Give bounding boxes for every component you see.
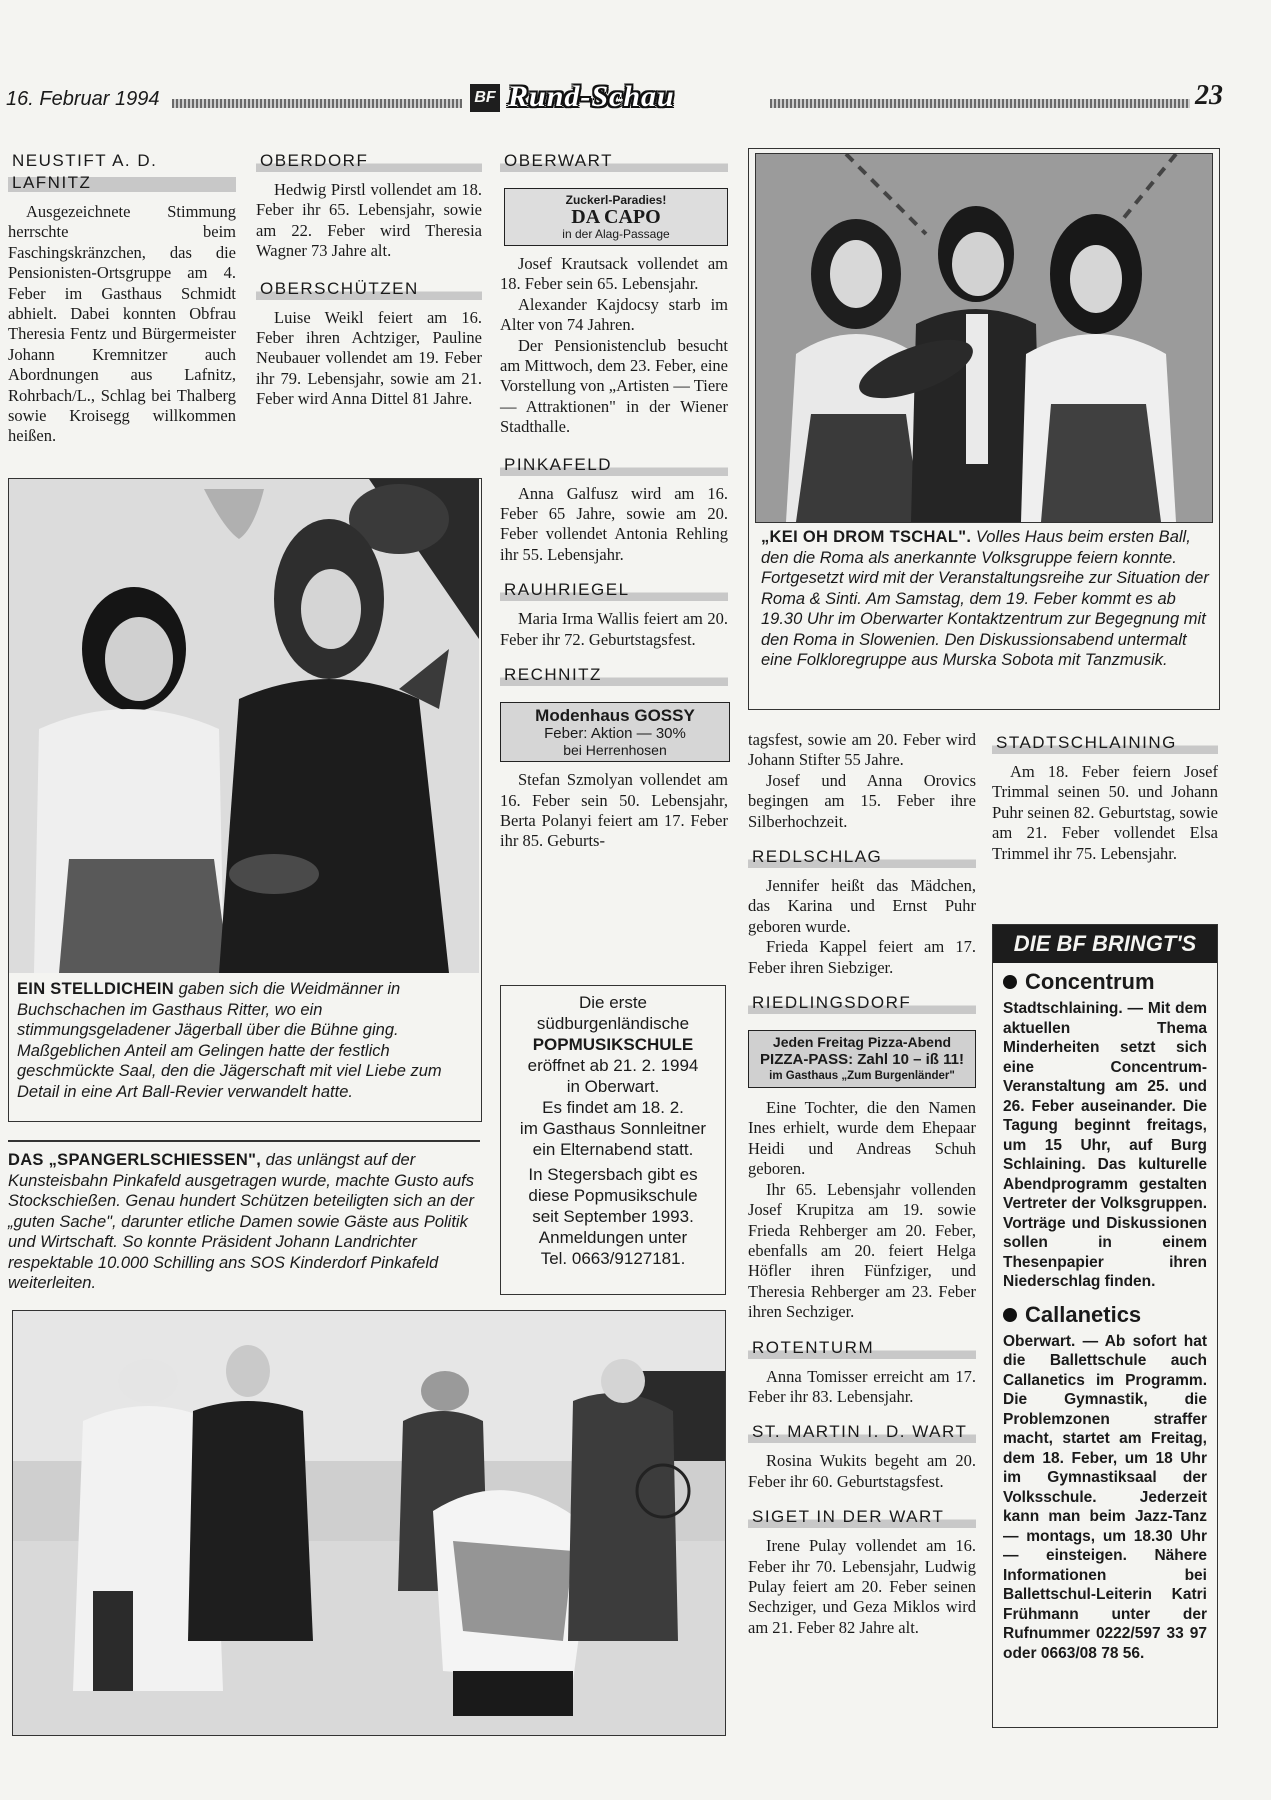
header-rule-left: [172, 99, 462, 108]
caption-lead: DAS „SPANGERLSCHIESSEN",: [8, 1151, 262, 1169]
section-title: OBERDORF: [256, 148, 482, 174]
ad-line: In Stegersbach gibt es: [528, 1165, 698, 1184]
stelldichein-caption: [17, 979, 473, 1102]
ad-line: DA CAPO: [571, 206, 661, 228]
caption-lead: „KEI OH DROM TSCHAL".: [761, 528, 972, 546]
section-title-redlschlag: REDLSCHLAG: [748, 844, 976, 870]
section-title-rechnitz: RECHNITZ: [500, 662, 728, 688]
article-text: Eine Tochter, die den Namen Ines erhielt, wurde dem Ehepaar Heidi und Andreas Schuh geboren.: [748, 1098, 976, 1179]
ad-line: PIZZA-PASS: Zahl 10 – iß 11!: [760, 1051, 964, 1069]
section-title: NEUSTIFT A. D. LAFNITZ: [8, 148, 236, 196]
article-text: Alexander Kajdocsy starb im Alter von 74 Jahren.: [500, 294, 728, 335]
ad-line: im Gasthaus Sonnleitner: [519, 1119, 707, 1138]
heading-text: Callanetics: [1025, 1301, 1142, 1327]
ad-line: in der Alag-Passage: [562, 227, 670, 241]
bullet-icon: [1003, 975, 1017, 989]
section-title: OBERWART: [500, 148, 728, 174]
box-title: DIE BF BRINGT'S: [993, 925, 1217, 963]
caption-text: das unlängst auf der Kunsteisbahn Pinkafeld ausgetragen wurde, machte Gusto aufs Stockschießen. Genau hundert Schützen beteiligten sich an der „guten Sache", darunter etliche Damen sowie Gäste aus Politik und Wirtschaft. So konnte Präsident Johann Landrichter respektable 10.000 Schilling ans SOS Kinderdorf Pinkafeld weiterleiten.: [8, 1151, 474, 1292]
article-text: Maria Irma Wallis feiert am 20. Feber ihr 72. Geburtstagsfest.: [500, 609, 728, 649]
article-text: Hedwig Pirstl vollendet am 18. Feber ihr 65. Lebensjahr, sowie am 22. Feber wird Theresia Wagner 73 Jahre alt.: [256, 180, 482, 261]
ad-line: Zuckerl-Paradies!: [565, 193, 667, 207]
section-neustift: [8, 148, 236, 447]
caption-lead: EIN STELLDICHEIN: [17, 980, 174, 998]
article-text: Rosina Wukits begeht am 20. Feber ihr 60. Geburtstagsfest.: [748, 1451, 976, 1491]
bf-bringts-box: [992, 924, 1218, 1728]
dacapo-ad: [504, 188, 728, 246]
section-title-oberschuetzen: OBERSCHÜTZEN: [256, 276, 482, 302]
issue-date: 16. Februar 1994: [6, 88, 160, 110]
gossy-ad: [500, 702, 730, 762]
spangerl-caption-block: [8, 1140, 480, 1294]
ad-line: POPMUSIKSCHULE: [532, 1035, 694, 1054]
spangerl-caption: [8, 1150, 480, 1294]
ad-line: im Gasthaus „Zum Burgenländer": [769, 1070, 955, 1083]
article-text: Ihr 65. Lebensjahr vollenden Josef Krupitza am 19. sowie Frieda Rehberger am 20. Feber, ebenfalls am 20. feiert Helga Höfler ihren Fünfziger, und Theresia Rehberger am 23. Feber ihren Sechziger.: [748, 1179, 976, 1322]
article-text: Jennifer heißt das Mädchen, das Karina und Ernst Puhr geboren wurde.: [748, 876, 976, 936]
article-text: Am 18. Feber feiern Josef Trimmal seinen 50. und Johann Puhr seinen 82. Geburtstag, sowie am 21. Feber vollendet Elsa Trimmel ihr 75. Lebensjahr.: [992, 762, 1218, 863]
article-text: tagsfest, sowie am 20. Feber wird Johann Stifter 55 Jahre.: [748, 730, 976, 770]
bf-logo: BF: [470, 84, 500, 112]
ad-line: Anmeldungen unter: [538, 1228, 688, 1247]
spangerl-photo-image: [13, 1311, 725, 1735]
article-text: Frieda Kappel feiert am 17. Feber ihren Siebziger.: [748, 937, 976, 977]
stelldichein-photo-block: [8, 478, 482, 1122]
concentrum-heading: [1003, 969, 1207, 995]
article-text: Anna Tomisser erreicht am 17. Feber ihr 83. Lebensjahr.: [748, 1366, 976, 1406]
concentrum-text: Stadtschlaining. — Mit dem aktuellen Thema Minderheiten setzt sich eine Concentrum-Veranstaltung am 25. und 26. Feber auseinander. Die Tagung beginnt freitags, um 15 Uhr, auf Burg Schlaining. Das kulturelle Abendprogramm gestalten Vertreter der Volksgruppen. Vorträge und Diskussionen sollen in einem Thesenpapier ihren Niederschlag finden.: [1003, 1000, 1207, 1290]
heading-text: Concentrum: [1025, 969, 1155, 994]
roma-ball-photo: [755, 153, 1213, 523]
ad-line: Es findet am 18. 2.: [542, 1098, 684, 1117]
roma-photo-block: [748, 148, 1220, 710]
caption-text: gaben sich die Weidmänner in Buchschachen im Gasthaus Ritter, wo ein stimmungsgeladener Jägerball über die Bühne ging. Maßgeblichen Anteil am Gelingen hatte der festlich geschmückte Saal, den die Jägerschaft mit viel Liebe zum Detail in eine Art Ball-Revier verwandelt hatte.: [17, 980, 442, 1101]
ad-line: bei Herrenhosen: [563, 742, 667, 759]
article-text: Stefan Szmolyan vollendet am 16. Feber sein 50. Lebensjahr, Berta Polanyi feiert am 17. Feber ihr 85. Geburts-: [500, 770, 728, 851]
section-title-rauhriegel: RAUHRIEGEL: [500, 577, 728, 603]
ad-line: Die erste: [578, 993, 648, 1012]
page-number: 23: [1195, 80, 1223, 111]
article-text: Josef und Anna Orovics begingen am 15. Feber ihre Silberhochzeit.: [748, 770, 976, 831]
section-stadtschlaining: [992, 730, 1218, 864]
column-four: [748, 730, 976, 1638]
popmusikschule-ad: [500, 985, 726, 1295]
callanetics-heading: [1003, 1302, 1207, 1328]
roma-caption: [761, 527, 1209, 671]
roma-photo-image: [756, 154, 1212, 522]
jaegerball-photo-image: [9, 479, 479, 973]
article-text: Der Pensionistenclub besucht am Mittwoch, dem 23. Feber, eine Vorstellung von „Artisten — Tiere — Attraktionen" in der Wiener Stadthalle.: [500, 335, 728, 437]
ad-line: eröffnet ab 21. 2. 1994: [527, 1056, 699, 1075]
ad-line: in Oberwart.: [566, 1077, 660, 1096]
ad-line: südburgenländische: [536, 1014, 690, 1033]
bullet-icon: [1003, 1308, 1017, 1322]
section-title-st-martin: ST. MARTIN I. D. WART: [748, 1419, 976, 1445]
section-title-riedlingsdorf: RIEDLINGSDORF: [748, 990, 976, 1016]
section-title-siget: SIGET IN DER WART: [748, 1504, 976, 1530]
ad-line: seit September 1993.: [532, 1207, 694, 1226]
article-text: Josef Krautsack vollendet am 18. Feber sein 65. Lebensjahr.: [500, 254, 728, 294]
ad-line: diese Popmusikschule: [528, 1186, 698, 1205]
article-text: Ausgezeichnete Stimmung herrschte beim Faschingskränzchen, das die Pensionisten-Ortsgruppe am 4. Feber im Gasthaus Schmidt abhielt. Dabei konnten Obfrau Theresia Fentz und Bürgermeister Johann Kremnitzer auch Abordnungen aus Lafnitz, Rohrbach/L., Schlag bei Thalberg sowie Kroisegg willkommen heißen.: [8, 202, 236, 446]
pizza-ad: [748, 1030, 976, 1088]
ad-line: Feber: Aktion — 30%: [544, 725, 686, 743]
masthead-title: Rund-Schau: [508, 80, 675, 113]
ad-line: Jeden Freitag Pizza-Abend: [772, 1034, 952, 1051]
section-oberdorf: [256, 148, 482, 410]
jaegerball-photo: [9, 479, 479, 973]
header-rule-right: [770, 99, 1190, 108]
caption-text: Volles Haus beim ersten Ball, den die Roma als anerkannte Volksgruppe feiern konnte. Fortgesetzt wird mit der Veranstaltungsreihe zur Situation der Roma & Sinti. Am Samstag, dem 19. Feber kommt es ab 19.30 Uhr im Oberwarter Kontaktzentrum zur Begegnung mit den Roma in Slowenien. Den Diskussionsabend untermalt eine Folkloregruppe aus Murska Sobota mit Tanzmusik.: [761, 528, 1209, 669]
section-title: STADTSCHLAINING: [992, 730, 1218, 756]
section-oberwart: [500, 148, 728, 852]
section-title-pinkafeld: PINKAFELD: [500, 452, 728, 478]
article-text: Anna Galfusz wird am 16. Feber 65 Jahre, sowie am 20. Feber vollendet Antonia Rehling ihr 55. Lebensjahr.: [500, 483, 728, 564]
ad-line: Tel. 0663/9127181.: [540, 1249, 686, 1268]
article-text: Irene Pulay vollendet am 16. Feber ihr 70. Lebensjahr, Ludwig Pulay feiert am 20. Feber seinen Sechziger, und Geza Miklos wird am 21. Feber 82 Jahre alt.: [748, 1536, 976, 1637]
spangerlschiessen-photo: [12, 1310, 726, 1736]
ad-line: ein Elternabend statt.: [532, 1140, 694, 1159]
callanetics-text: Oberwart. — Ab sofort hat die Ballettschule auch Callanetics im Programm. Die Gymnastik, die Problemzonen straffer macht, startet am Freitag, dem 18. Feber, um 18 Uhr im Gymnastiksaal der Volksschule. Jederzeit kann man beim Jazz-Tanz — montags, um 18.30 Uhr — einsteigen. Nähere Informationen bei Ballettschul-Leiterin Katri Frühmann unter der Rufnummer 0222/597 33 97 oder 0663/08 78 56.: [1003, 1332, 1207, 1662]
article-text: Luise Weikl feiert am 16. Feber ihren Achtziger, Pauline Neubauer vollendet am 19. Feber ihr 79. Lebensjahr, sowie am 21. Feber wird Anna Dittel 81 Jahre.: [256, 307, 482, 409]
ad-line: Modenhaus GOSSY: [535, 706, 695, 726]
section-title-rotenturm: ROTENTURM: [748, 1335, 976, 1361]
